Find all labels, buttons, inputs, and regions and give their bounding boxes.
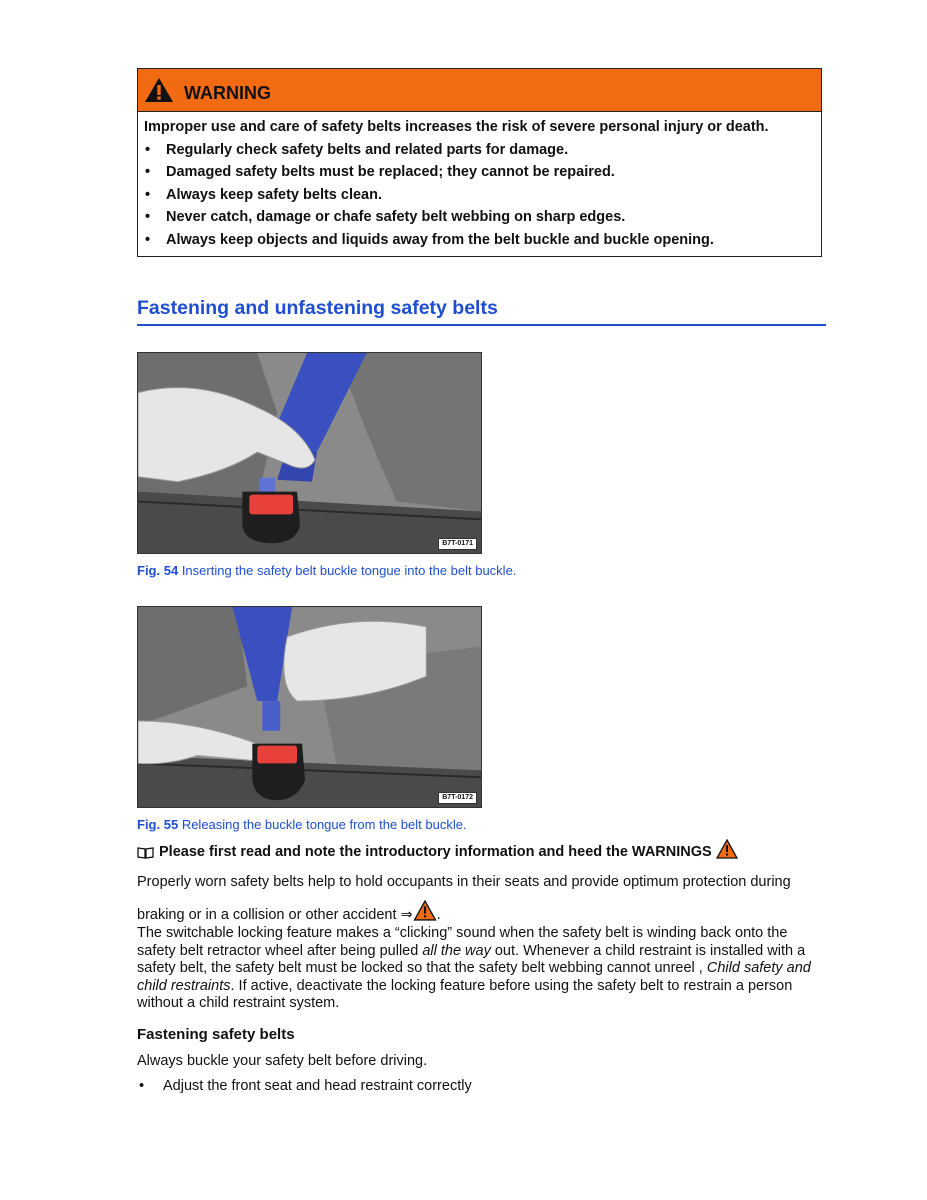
figure-54-caption bbox=[137, 563, 516, 578]
paragraph-text: out. Whenever a child restraint is installed with a safety belt, the safety belt must be locked so that the safety belt webbing cannot unreel , bbox=[137, 942, 806, 976]
warning-header bbox=[138, 69, 821, 112]
bullet-marker: • bbox=[139, 1078, 145, 1094]
figure-label: Fig. 54 bbox=[137, 563, 179, 578]
subsection-text: Always buckle your safety belt before driving. bbox=[137, 1053, 428, 1069]
warning-triangle-icon[interactable] bbox=[413, 900, 437, 921]
warning-item: • Never catch, damage or chafe safety belt webbing on sharp edges. bbox=[144, 206, 815, 229]
intro-text: Please first read and note the introductory information and heed the WARNINGS bbox=[159, 844, 712, 860]
warning-box bbox=[137, 68, 822, 257]
warning-body bbox=[138, 112, 821, 256]
warning-list bbox=[144, 139, 815, 252]
warning-item: • Damaged safety belts must be replaced; they cannot be repaired. bbox=[144, 161, 815, 184]
figure-55-caption bbox=[137, 817, 467, 832]
warning-item: • Always keep safety belts clean. bbox=[144, 184, 815, 207]
warning-item: • Regularly check safety belts and related parts for damage. bbox=[144, 139, 815, 162]
paragraph-line: Properly worn safety belts help to hold occupants in their seats and provide optimum protection during bbox=[137, 874, 791, 890]
paragraph-line: braking or in a collision or other accident ⇒ bbox=[137, 906, 413, 923]
warning-triangle-icon bbox=[144, 77, 174, 103]
figure-caption-text: Releasing the buckle tongue from the belt buckle. bbox=[181, 817, 467, 832]
figure-55-image bbox=[137, 606, 482, 808]
paragraph-text: The switchable locking feature makes a “clicking” sound when the safety belt is winding back onto the safety belt retractor wheel after being pulled bbox=[137, 925, 788, 959]
warning-item: • Always keep objects and liquids away from the belt buckle and buckle opening. bbox=[144, 229, 815, 252]
list-item-text: Adjust the front seat and head restraint correctly bbox=[163, 1078, 472, 1094]
list-item bbox=[137, 1078, 472, 1094]
section-title: Fastening and unfastening safety belts bbox=[137, 297, 826, 326]
figure-code: B7T-0172 bbox=[438, 792, 477, 804]
paragraph-text: . If active, deactivate the locking feature before using the safety belt to restrain a person without a child restraint system. bbox=[137, 977, 793, 1011]
paragraph-protection bbox=[137, 874, 827, 924]
subsection-title: Fastening safety belts bbox=[137, 1026, 295, 1043]
cross-reference-link[interactable]: Child safety and child restraints bbox=[137, 960, 811, 994]
paragraph-line-with-ref: braking or in a collision or other accident ⇒ . bbox=[137, 900, 827, 925]
paragraph-emphasis: all the way bbox=[422, 942, 491, 959]
figure-code: B7T-0171 bbox=[438, 538, 477, 550]
figure-label: Fig. 55 bbox=[137, 817, 179, 832]
intro-line bbox=[137, 844, 738, 860]
figure-54-image bbox=[137, 352, 482, 554]
figure-caption-text: Inserting the safety belt buckle tongue into the belt buckle. bbox=[181, 563, 517, 578]
warning-title: WARNING bbox=[184, 82, 271, 103]
paragraph-locking-feature bbox=[137, 925, 827, 1013]
warning-lead: Improper use and care of safety belts increases the risk of severe personal injury or death. bbox=[144, 119, 769, 135]
warning-triangle-icon bbox=[716, 839, 738, 859]
book-icon bbox=[137, 846, 154, 859]
